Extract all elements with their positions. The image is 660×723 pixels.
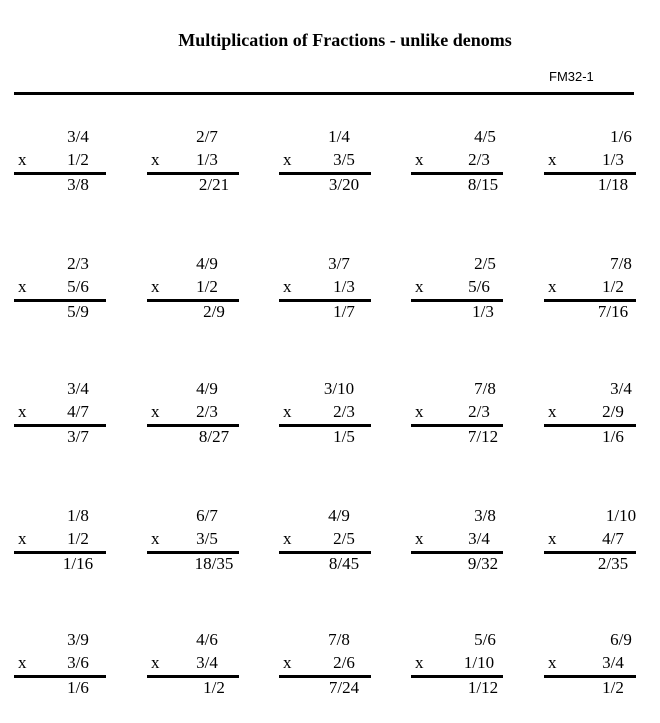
problem bbox=[544, 379, 636, 449]
problem-bottom-fraction: 5/6 bbox=[468, 277, 490, 296]
problem-answer: 2/9 bbox=[203, 302, 225, 321]
problem-bottom-fraction: 2/3 bbox=[468, 150, 490, 169]
problem-top-fraction: 1/4 bbox=[328, 127, 350, 146]
problem bbox=[544, 506, 636, 576]
problem bbox=[411, 630, 503, 700]
problem-top-fraction: 3/9 bbox=[67, 630, 89, 649]
problem-answer: 1/6 bbox=[602, 427, 624, 446]
problem-top-fraction: 7/8 bbox=[328, 630, 350, 649]
problem-top-fraction: 2/5 bbox=[474, 254, 496, 273]
problem-bottom-fraction: 2/5 bbox=[333, 529, 355, 548]
times-sign: x bbox=[151, 402, 160, 421]
problem-answer: 7/24 bbox=[328, 678, 360, 697]
times-sign: x bbox=[415, 402, 424, 421]
problem bbox=[411, 379, 503, 449]
times-sign: x bbox=[548, 402, 557, 421]
times-sign: x bbox=[548, 529, 557, 548]
problem-top-fraction: 4/5 bbox=[474, 127, 496, 146]
problem-answer: 18/35 bbox=[194, 554, 234, 573]
problem-top-fraction: 6/9 bbox=[610, 630, 632, 649]
problem bbox=[411, 127, 503, 197]
problem-bottom-fraction: 1/2 bbox=[602, 277, 624, 296]
problem-bottom-fraction: 2/3 bbox=[333, 402, 355, 421]
problem-answer: 1/6 bbox=[67, 678, 89, 697]
worksheet-title: Multiplication of Fractions - unlike denoms bbox=[178, 30, 512, 50]
times-sign: x bbox=[415, 529, 424, 548]
problem-answer: 2/21 bbox=[198, 175, 230, 194]
problem-answer: 1/18 bbox=[597, 175, 629, 194]
problem bbox=[147, 379, 239, 449]
problem-bottom-fraction: 2/9 bbox=[602, 402, 624, 421]
problem bbox=[544, 127, 636, 197]
problem-bottom-fraction: 4/7 bbox=[602, 529, 624, 548]
times-sign: x bbox=[548, 277, 557, 296]
problem-answer: 9/32 bbox=[467, 554, 499, 573]
problem bbox=[544, 630, 636, 700]
times-sign: x bbox=[283, 653, 292, 672]
problem-top-fraction: 2/3 bbox=[67, 254, 89, 273]
problem bbox=[147, 254, 239, 324]
problem bbox=[411, 254, 503, 324]
problem bbox=[544, 254, 636, 324]
times-sign: x bbox=[548, 150, 557, 169]
problem-bottom-fraction: 1/3 bbox=[196, 150, 218, 169]
times-sign: x bbox=[151, 150, 160, 169]
problem-bottom-fraction: 3/4 bbox=[468, 529, 490, 548]
problem-answer: 8/45 bbox=[328, 554, 360, 573]
problem-top-fraction: 3/10 bbox=[323, 379, 355, 398]
times-sign: x bbox=[415, 277, 424, 296]
answer-line bbox=[147, 299, 239, 302]
answer-line bbox=[279, 299, 371, 302]
problem-answer: 8/27 bbox=[198, 427, 230, 446]
problem-answer: 5/9 bbox=[67, 302, 89, 321]
times-sign: x bbox=[415, 653, 424, 672]
problem-bottom-fraction: 3/4 bbox=[602, 653, 624, 672]
answer-line bbox=[279, 424, 371, 427]
problem-bottom-fraction: 3/4 bbox=[196, 653, 218, 672]
problem-top-fraction: 6/7 bbox=[196, 506, 218, 525]
times-sign: x bbox=[151, 277, 160, 296]
problem-bottom-fraction: 1/2 bbox=[67, 529, 89, 548]
problem-answer: 8/15 bbox=[467, 175, 499, 194]
problem-top-fraction: 4/9 bbox=[196, 379, 218, 398]
problem-top-fraction: 4/9 bbox=[328, 506, 350, 525]
answer-line bbox=[14, 299, 106, 302]
problem bbox=[279, 379, 371, 449]
problem bbox=[14, 254, 106, 324]
problem-bottom-fraction: 2/6 bbox=[333, 653, 355, 672]
problem-answer: 1/16 bbox=[62, 554, 94, 573]
problem-top-fraction: 3/7 bbox=[328, 254, 350, 273]
problem-bottom-fraction: 3/5 bbox=[196, 529, 218, 548]
problem-answer: 1/12 bbox=[467, 678, 499, 697]
problem bbox=[279, 254, 371, 324]
answer-line bbox=[14, 424, 106, 427]
problem-top-fraction: 3/4 bbox=[67, 127, 89, 146]
problem-answer: 1/2 bbox=[203, 678, 225, 697]
answer-line bbox=[14, 675, 106, 678]
problem-top-fraction: 3/4 bbox=[67, 379, 89, 398]
problem bbox=[279, 506, 371, 576]
problem bbox=[14, 630, 106, 700]
problem-bottom-fraction: 1/10 bbox=[463, 653, 495, 672]
problem-bottom-fraction: 1/3 bbox=[333, 277, 355, 296]
problem-answer: 3/8 bbox=[67, 175, 89, 194]
problem-top-fraction: 3/4 bbox=[610, 379, 632, 398]
problem-answer: 1/2 bbox=[602, 678, 624, 697]
times-sign: x bbox=[548, 653, 557, 672]
answer-line bbox=[14, 172, 106, 175]
problem-bottom-fraction: 1/3 bbox=[602, 150, 624, 169]
problem-answer: 3/20 bbox=[328, 175, 360, 194]
problem bbox=[147, 127, 239, 197]
times-sign: x bbox=[283, 277, 292, 296]
times-sign: x bbox=[18, 150, 27, 169]
problem-bottom-fraction: 2/3 bbox=[468, 402, 490, 421]
times-sign: x bbox=[283, 529, 292, 548]
problem bbox=[411, 506, 503, 576]
problem-answer: 7/12 bbox=[467, 427, 499, 446]
times-sign: x bbox=[415, 150, 424, 169]
problem-bottom-fraction: 3/5 bbox=[333, 150, 355, 169]
problem-top-fraction: 7/8 bbox=[610, 254, 632, 273]
problem-top-fraction: 1/6 bbox=[610, 127, 632, 146]
problem bbox=[14, 379, 106, 449]
problem-answer: 7/16 bbox=[597, 302, 629, 321]
problem-top-fraction: 4/9 bbox=[196, 254, 218, 273]
problem-top-fraction: 2/7 bbox=[196, 127, 218, 146]
times-sign: x bbox=[18, 277, 27, 296]
problem-top-fraction: 4/6 bbox=[196, 630, 218, 649]
times-sign: x bbox=[283, 150, 292, 169]
problem-bottom-fraction: 1/2 bbox=[67, 150, 89, 169]
times-sign: x bbox=[18, 529, 27, 548]
problem-bottom-fraction: 4/7 bbox=[67, 402, 89, 421]
times-sign: x bbox=[151, 653, 160, 672]
problem-bottom-fraction: 3/6 bbox=[67, 653, 89, 672]
times-sign: x bbox=[151, 529, 160, 548]
problem-top-fraction: 5/6 bbox=[474, 630, 496, 649]
problem-answer: 1/7 bbox=[333, 302, 355, 321]
problem bbox=[279, 630, 371, 700]
problem bbox=[279, 127, 371, 197]
problem-bottom-fraction: 2/3 bbox=[196, 402, 218, 421]
problem-top-fraction: 1/10 bbox=[605, 506, 637, 525]
problem-answer: 1/5 bbox=[333, 427, 355, 446]
problem bbox=[147, 630, 239, 700]
problem-answer: 1/3 bbox=[472, 302, 494, 321]
problem-bottom-fraction: 1/2 bbox=[196, 277, 218, 296]
answer-line bbox=[147, 675, 239, 678]
problem-top-fraction: 7/8 bbox=[474, 379, 496, 398]
times-sign: x bbox=[283, 402, 292, 421]
problem-top-fraction: 1/8 bbox=[67, 506, 89, 525]
problem bbox=[14, 127, 106, 197]
times-sign: x bbox=[18, 402, 27, 421]
problem bbox=[14, 506, 106, 576]
problem-answer: 3/7 bbox=[67, 427, 89, 446]
problem-bottom-fraction: 5/6 bbox=[67, 277, 89, 296]
problem-answer: 2/35 bbox=[597, 554, 629, 573]
worksheet-code: FM32-1 bbox=[549, 69, 594, 84]
problem bbox=[147, 506, 239, 576]
times-sign: x bbox=[18, 653, 27, 672]
problem-top-fraction: 3/8 bbox=[474, 506, 496, 525]
